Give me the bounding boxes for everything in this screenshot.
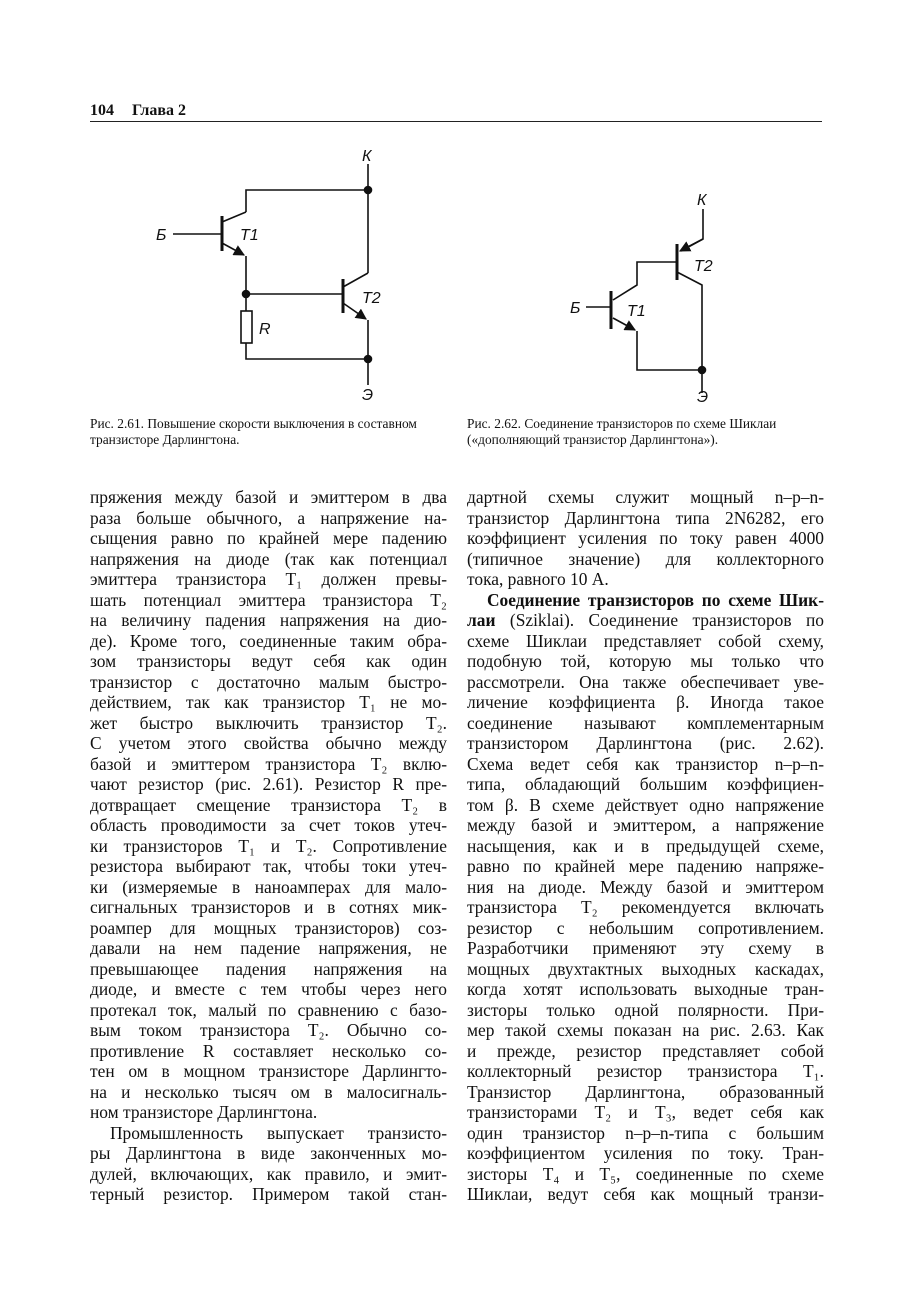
- text-line: схеме Шиклаи представляет собой схему,: [467, 630, 824, 651]
- text-line: протекал ток, малый по сравнению с базо-: [90, 999, 447, 1020]
- text-line: шать потенциал эмиттера транзистора T₂: [90, 589, 447, 610]
- emitter-label: Э: [362, 387, 374, 404]
- text-line: действием, так как транзистор T₁ не мо-: [90, 692, 448, 712]
- t1-label: T1: [240, 227, 259, 244]
- text-line: соединение называют комплементарным: [467, 712, 824, 733]
- text-line: коэффициент усиления по току равен 4000: [467, 528, 824, 548]
- text-line: раза больше обычного, а напряжение на-: [90, 507, 447, 528]
- text-line: превышающее падения напряжения на: [90, 958, 447, 979]
- text-line: область проводимости за счет токов утеч-: [90, 815, 447, 835]
- junction-dot: [365, 356, 372, 363]
- text-line: и прежде, резистор представляет собой: [467, 1040, 824, 1061]
- base-label: Б: [570, 300, 581, 317]
- text-line: терный резистор. Примером такой стан-: [90, 1184, 447, 1204]
- t1-collector-wire: [246, 190, 368, 212]
- text-line: транзистора T₂ рекомендуется включать: [467, 897, 824, 917]
- text-line: Промышленность выпускает транзисто-: [110, 1122, 447, 1143]
- text-line: ния на диоде. Между базой и эмиттером: [467, 876, 824, 897]
- text-line: ры Дарлингтона в виде законченных мо-: [90, 1143, 447, 1163]
- page-number: 104: [90, 102, 114, 119]
- text-line: [467, 610, 824, 631]
- text-line: роампер для мощных транзисторов) соз-: [90, 917, 447, 938]
- text-line: давали на нем падение напряжения, не: [90, 938, 447, 958]
- base-label: Б: [156, 227, 167, 244]
- text-line: резистора выбирают так, чтобы токи утеч-: [90, 856, 447, 876]
- text-line: напряжения на диоде (так как потенциал: [90, 548, 447, 569]
- text-line: подобную той, которую мы только что: [467, 651, 824, 671]
- text-line: транзистор с достаточно малым быстро-: [90, 671, 447, 692]
- text-line: личение коэффициента β. Иногда такое: [467, 692, 824, 712]
- text-line: Соединение транзисторов по схеме Шик-: [487, 589, 824, 610]
- figure-caption-2-61: Рис. 2.61. Повышение скорости выключения в составном транзисторе Дарлингтона.: [90, 416, 417, 447]
- t2-collector-wire: [677, 272, 702, 393]
- junction-dot: [699, 367, 706, 374]
- text-line: ки транзисторов T₁ и T₂. Сопротивление: [90, 835, 447, 856]
- text-line: зисторы T₄ и T₅, соединенные по схеме: [467, 1163, 824, 1184]
- t2-emitter-arrow: [680, 239, 703, 251]
- text-line: на величину падения напряжения на дио-: [90, 610, 447, 630]
- text-fragment: (Sziklai). Соединение транзисторов по: [509, 610, 824, 630]
- text-line: дотвращает смещение транзистора T₂ в: [90, 794, 447, 815]
- t1-label: T1: [627, 303, 646, 320]
- resistor: [241, 311, 252, 343]
- text-line: сигнальных транзисторов и в сотнях мик-: [90, 897, 447, 917]
- resistor-label: R: [259, 321, 271, 338]
- text-line: транзисторами T₂ и T₃, ведет себя как: [467, 1102, 824, 1122]
- text-line: равно по крайней мере падению напряже-: [467, 856, 824, 876]
- text-line: чают резистор (рис. 2.61). Резистор R пре-: [90, 774, 447, 794]
- t2-label: T2: [362, 290, 381, 307]
- text-line: базой и эмиттером транзистора T₂ вклю-: [90, 753, 447, 774]
- text-line: коэффициентом усиления по току. Тран-: [467, 1143, 824, 1163]
- text-line: дартной схемы служит мощный n–p–n-: [467, 487, 824, 507]
- circuit-diagrams: [0, 0, 912, 420]
- text-line: зом транзисторы ведут себя как один: [90, 651, 447, 671]
- chapter-title: Глава 2: [132, 102, 186, 119]
- text-line: насыщения, как и в предыдущей схеме,: [467, 835, 824, 856]
- text-line: тока, равного 10 А.: [467, 569, 609, 589]
- text-line: тен ом в мощном транзисторе Дарлингто-: [90, 1061, 447, 1081]
- text-line: рассмотрели. Она также обеспечивает уве-: [467, 671, 824, 692]
- text-line: зисторы только одной полярности. При-: [467, 999, 824, 1020]
- junction-dot: [243, 291, 250, 298]
- darlington-circuit: [156, 148, 381, 404]
- t2-label: T2: [694, 258, 713, 275]
- t1-collector: [222, 212, 246, 222]
- text-line: эмиттера транзистора T₁ должен превы-: [90, 569, 447, 589]
- left-text-column: [90, 487, 447, 1205]
- text-line: де). Кроме того, соединенные таким обра-: [90, 630, 447, 651]
- text-line: транзистор Дарлингтона типа 2N6282, его: [467, 507, 824, 528]
- text-line: резистор с небольшим сопротивлением.: [467, 917, 824, 938]
- text-line: вым током транзистора T₂. Обычно со-: [90, 1020, 447, 1040]
- text-line: один транзистор n–p–n-типа с большим: [467, 1122, 824, 1143]
- text-line: когда хотят использовать выходные тран-: [467, 979, 824, 999]
- text-line: диоде, и вместе с тем чтобы через него: [90, 979, 447, 999]
- t2-collector: [343, 273, 368, 287]
- text-line: том β. В схеме действует одно напряжение: [467, 794, 824, 815]
- junction-dot: [365, 187, 372, 194]
- text-line: Схема ведет себя как транзистор n–p–n-: [467, 753, 824, 774]
- collector-label: К: [697, 192, 707, 209]
- text-line: Транзистор Дарлингтона, образованный: [467, 1081, 824, 1102]
- t1-emitter-arrow: [222, 243, 244, 255]
- text-line: пряжения между базой и эмиттером в два: [90, 487, 447, 507]
- text-line: сыщения равно по крайней мере падению: [90, 528, 447, 548]
- t1-emitter-wire: [637, 331, 702, 370]
- text-line: С учетом этого свойства обычно между: [90, 733, 447, 753]
- text-line: транзистором Дарлингтона (рис. 2.62).: [467, 733, 824, 753]
- text-line: коллекторный резистор транзистора T₁.: [467, 1061, 824, 1081]
- text-line: противление R составляет несколько со-: [90, 1040, 447, 1061]
- text-line: дулей, включающих, как правило, и эмит-: [90, 1163, 447, 1184]
- emitter-label: Э: [697, 389, 709, 406]
- text-line: жет быстро выключить транзистор T₂.: [90, 712, 447, 733]
- resistor-return-wire: [246, 343, 368, 359]
- bold-heading-fragment: лаи: [467, 610, 496, 630]
- sziklai-circuit: [570, 192, 713, 406]
- text-line: Шиклаи, ведут себя как мощный транзи-: [467, 1184, 824, 1204]
- text-line: типа, обладающий большим коэффициен-: [467, 774, 824, 794]
- collector-label: К: [362, 148, 372, 165]
- t2-base-wire: [613, 262, 677, 300]
- text-line: мощных двухтактных выходных каскадах,: [467, 958, 824, 979]
- text-line: ном транзисторе Дарлингтона.: [90, 1102, 318, 1122]
- text-line: между базой и эмиттером, а напряжение: [467, 815, 824, 835]
- text-line: (типичное значение) для коллекторного: [467, 548, 824, 569]
- figure-caption-2-62: Рис. 2.62. Соединение транзисторов по схеме Шиклаи («дополняющий транзистор Дарлингтона»).: [467, 416, 777, 447]
- text-line: мер такой схемы показан на рис. 2.63. Как: [467, 1020, 824, 1040]
- text-line: на и несколько тысяч ом в малосигналь-: [90, 1081, 447, 1102]
- text-line: ки (измеряемые в наноамперах для мало-: [90, 876, 447, 897]
- text-line: Разработчики применяют эту схему в: [467, 938, 824, 958]
- right-text-column: [467, 487, 824, 1205]
